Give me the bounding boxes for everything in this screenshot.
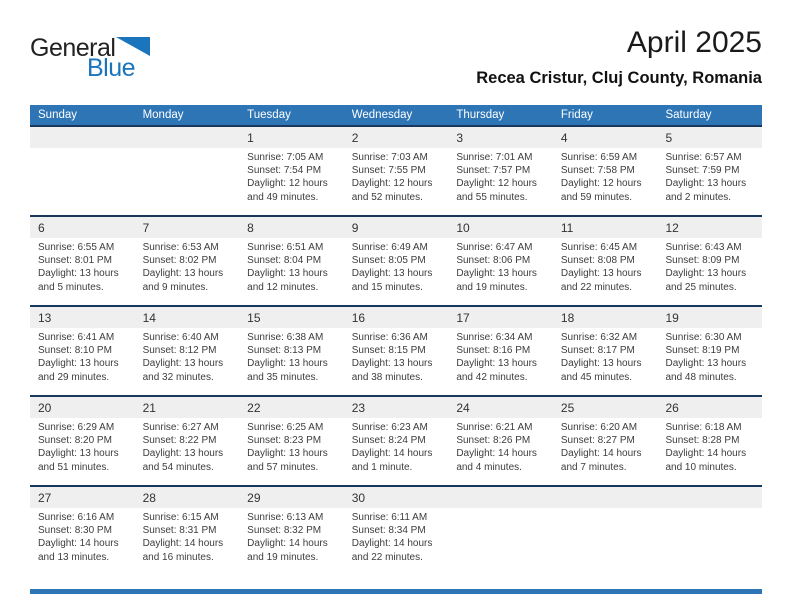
cell-line: Daylight: 12 hours	[351, 178, 433, 190]
day-number-band	[657, 127, 762, 148]
cell-line: and 54 minutes.	[142, 461, 214, 473]
day-cell	[239, 487, 344, 575]
cell-line: Daylight: 13 hours	[456, 358, 537, 370]
day-number-band	[344, 307, 449, 328]
day-number-band	[448, 487, 553, 508]
cell-line: Daylight: 14 hours	[351, 538, 433, 550]
cell-line: and 42 minutes.	[456, 371, 528, 383]
day-number-band	[657, 307, 762, 328]
day-number-band	[553, 307, 658, 328]
cell-line: Sunset: 8:05 PM	[351, 255, 426, 267]
cell-line: Daylight: 13 hours	[456, 268, 537, 280]
day-number-band	[30, 487, 135, 508]
day-cell-content	[30, 508, 135, 575]
cell-line: Sunrise: 6:16 AM	[38, 512, 115, 523]
day-number: 22	[247, 400, 261, 415]
cell-line: Daylight: 13 hours	[247, 448, 328, 460]
day-number-band	[239, 217, 344, 238]
cell-line: Sunset: 8:27 PM	[560, 435, 635, 447]
cell-line: Daylight: 14 hours	[560, 448, 642, 460]
day-cell	[657, 397, 762, 485]
day-cell-content	[553, 418, 658, 485]
cell-line: Sunset: 7:54 PM	[247, 165, 322, 177]
cell-line: Sunrise: 6:38 AM	[247, 332, 324, 343]
cell-line: Sunrise: 6:49 AM	[351, 242, 428, 253]
day-cell	[553, 397, 658, 485]
cell-line: Sunset: 8:02 PM	[142, 255, 217, 267]
cell-line: Sunrise: 6:20 AM	[560, 422, 638, 433]
day-cell-content	[553, 508, 658, 575]
cell-line: Sunset: 7:57 PM	[456, 165, 531, 177]
cell-line: Sunset: 8:20 PM	[38, 435, 112, 447]
cell-line: and 32 minutes.	[142, 371, 214, 383]
day-number-band	[344, 217, 449, 238]
cell-line: and 57 minutes.	[247, 461, 319, 473]
cell-line: Sunrise: 6:29 AM	[38, 422, 115, 433]
day-cell	[344, 307, 449, 395]
day-cell	[239, 397, 344, 485]
day-number: 11	[560, 220, 574, 235]
logo-text-blue: Blue	[87, 54, 136, 82]
day-number-band	[657, 487, 762, 508]
day-cell-content	[448, 238, 553, 305]
cell-line: and 1 minute.	[351, 461, 413, 473]
cell-line: and 49 minutes.	[247, 191, 319, 203]
weekday-header-wednesday: Wednesday	[351, 109, 413, 121]
cell-line: Sunset: 8:01 PM	[38, 255, 112, 267]
cell-line: Sunset: 8:34 PM	[351, 525, 426, 537]
day-cell	[30, 487, 135, 575]
day-number-band	[239, 397, 344, 418]
cell-line: Sunrise: 7:05 AM	[247, 152, 324, 163]
day-cell	[657, 127, 762, 215]
cell-line: and 9 minutes.	[142, 281, 209, 293]
day-cell-content	[553, 148, 658, 215]
cell-line: Sunset: 8:23 PM	[247, 435, 322, 447]
day-cell-content	[135, 328, 240, 395]
empty-day-cell	[135, 127, 240, 215]
cell-line: Sunrise: 7:01 AM	[456, 152, 533, 163]
page-header	[30, 0, 762, 105]
day-cell	[344, 127, 449, 215]
cell-line: Daylight: 14 hours	[38, 538, 119, 550]
day-number: 1	[247, 130, 254, 145]
empty-day-cell	[448, 487, 553, 575]
weekday-header-sunday: Sunday	[38, 109, 78, 121]
day-number: 6	[38, 220, 45, 235]
cell-line: Daylight: 13 hours	[665, 358, 747, 370]
day-number: 23	[351, 400, 366, 415]
day-number-band	[657, 397, 762, 418]
day-cell-content	[448, 418, 553, 485]
cell-line: Sunrise: 6:21 AM	[456, 422, 533, 433]
day-number: 9	[351, 220, 359, 235]
day-cell-content	[344, 418, 449, 485]
cell-line: and 15 minutes.	[351, 281, 423, 293]
day-number-band	[30, 307, 135, 328]
cell-line: and 4 minutes.	[456, 461, 522, 473]
weekday-header-thursday: Thursday	[456, 109, 505, 121]
cell-line: Sunset: 8:31 PM	[142, 525, 217, 537]
cell-line: Daylight: 13 hours	[665, 268, 747, 280]
cell-line: Sunrise: 6:45 AM	[560, 242, 638, 253]
day-cell-content	[448, 148, 553, 215]
weekday-header-saturday: Saturday	[665, 109, 712, 121]
cell-line: Sunrise: 6:27 AM	[142, 422, 219, 433]
cell-line: and 25 minutes.	[665, 281, 737, 293]
day-cell-content	[239, 238, 344, 305]
day-cell-content	[135, 508, 240, 575]
day-cell	[448, 217, 553, 305]
cell-line: Daylight: 14 hours	[247, 538, 328, 550]
cell-line: Daylight: 12 hours	[456, 178, 537, 190]
cell-line: and 19 minutes.	[247, 551, 319, 563]
cell-line: and 35 minutes.	[247, 371, 319, 383]
day-cell-content	[239, 328, 344, 395]
day-cell	[448, 307, 553, 395]
cell-line: Sunrise: 6:55 AM	[38, 242, 115, 253]
day-number-band	[135, 397, 240, 418]
cell-line: Daylight: 14 hours	[665, 448, 747, 460]
cell-line: Sunrise: 6:36 AM	[351, 332, 428, 343]
cell-line: Sunset: 8:30 PM	[38, 525, 112, 537]
day-number-band	[344, 397, 449, 418]
cell-line: Sunset: 8:08 PM	[560, 255, 635, 267]
day-number: 3	[456, 130, 463, 145]
cell-line: Daylight: 12 hours	[247, 178, 328, 190]
cell-line: Daylight: 13 hours	[247, 358, 328, 370]
cell-line: Sunset: 8:10 PM	[38, 345, 112, 357]
calendar-week-row	[30, 125, 762, 215]
day-number: 17	[456, 310, 470, 325]
day-number-band	[239, 487, 344, 508]
cell-line: Sunrise: 6:43 AM	[665, 242, 742, 253]
day-cell-content	[239, 418, 344, 485]
cell-line: Sunrise: 6:15 AM	[142, 512, 219, 523]
day-cell	[344, 217, 449, 305]
day-cell-content	[30, 148, 135, 215]
day-cell-content	[135, 148, 240, 215]
cell-line: Sunrise: 6:41 AM	[38, 332, 115, 343]
day-number: 30	[351, 490, 366, 505]
day-cell	[135, 217, 240, 305]
cell-line: Sunset: 8:13 PM	[247, 345, 322, 357]
calendar-week-row	[30, 485, 762, 575]
day-number-band	[239, 127, 344, 148]
day-number: 19	[665, 310, 679, 325]
cell-line: Sunrise: 6:13 AM	[247, 512, 324, 523]
day-cell	[344, 487, 449, 575]
day-number: 5	[665, 130, 673, 145]
day-number: 15	[247, 310, 261, 325]
day-number-band	[30, 127, 135, 148]
cell-line: Sunset: 8:24 PM	[351, 435, 426, 447]
day-cell	[448, 127, 553, 215]
day-number-band	[30, 217, 135, 238]
day-cell-content	[553, 238, 658, 305]
cell-line: Daylight: 13 hours	[38, 268, 119, 280]
cell-line: and 38 minutes.	[351, 371, 423, 383]
day-cell	[135, 487, 240, 575]
cell-line: and 45 minutes.	[560, 371, 633, 383]
day-number: 16	[351, 310, 366, 325]
location-subtitle: Recea Cristur, Cluj County, Romania	[476, 69, 762, 87]
day-cell	[135, 307, 240, 395]
calendar-week-row	[30, 305, 762, 395]
weekday-header-row	[30, 105, 762, 125]
day-number-band	[448, 217, 553, 238]
day-cell-content	[657, 238, 762, 305]
cell-line: Daylight: 14 hours	[456, 448, 537, 460]
day-cell	[553, 127, 658, 215]
day-number: 8	[247, 220, 254, 235]
cell-line: Sunrise: 6:40 AM	[142, 332, 219, 343]
cell-line: Sunrise: 6:18 AM	[665, 422, 742, 433]
cell-line: Daylight: 13 hours	[351, 268, 433, 280]
day-cell-content	[344, 328, 449, 395]
cell-line: and 48 minutes.	[665, 371, 737, 383]
day-number: 21	[142, 400, 156, 415]
day-cell-content	[657, 148, 762, 215]
day-cell-content	[344, 148, 449, 215]
day-cell-content	[239, 508, 344, 575]
cell-line: Sunset: 8:17 PM	[560, 345, 635, 357]
day-number: 14	[142, 310, 156, 325]
day-number: 2	[351, 130, 359, 145]
cell-line: and 52 minutes.	[351, 191, 423, 203]
day-cell-content	[448, 328, 553, 395]
cell-line: and 7 minutes.	[560, 461, 627, 473]
day-cell	[239, 127, 344, 215]
day-number-band	[448, 397, 553, 418]
day-cell-content	[344, 238, 449, 305]
cell-line: Daylight: 13 hours	[560, 358, 642, 370]
cell-line: Sunset: 8:28 PM	[665, 435, 740, 447]
cell-line: Daylight: 13 hours	[38, 358, 119, 370]
day-cell-content	[135, 238, 240, 305]
cell-line: Daylight: 13 hours	[247, 268, 328, 280]
empty-day-cell	[657, 487, 762, 575]
day-number-band	[448, 307, 553, 328]
day-cell	[553, 307, 658, 395]
day-number: 7	[142, 220, 150, 235]
calendar-week-row	[30, 215, 762, 305]
day-cell	[657, 217, 762, 305]
day-number: 27	[38, 490, 52, 505]
cell-line: Daylight: 14 hours	[142, 538, 224, 550]
cell-line: Sunset: 8:09 PM	[665, 255, 740, 267]
day-number: 12	[665, 220, 679, 235]
day-number-band	[448, 127, 553, 148]
day-number: 28	[142, 490, 156, 505]
cell-line: and 55 minutes.	[456, 191, 528, 203]
cell-line: and 19 minutes.	[456, 281, 528, 293]
day-cell	[135, 397, 240, 485]
cell-line: Daylight: 14 hours	[351, 448, 433, 460]
general-blue-logo	[30, 36, 150, 81]
cell-line: Sunset: 8:06 PM	[456, 255, 531, 267]
cell-line: Sunrise: 7:03 AM	[351, 152, 428, 163]
cell-line: Sunset: 8:04 PM	[247, 255, 322, 267]
cell-line: Sunset: 8:19 PM	[665, 345, 740, 357]
day-cell-content	[657, 418, 762, 485]
day-number-band	[553, 217, 658, 238]
cell-line: Daylight: 13 hours	[142, 448, 224, 460]
cell-line: Sunrise: 6:57 AM	[665, 152, 742, 163]
cell-line: and 5 minutes.	[38, 281, 104, 293]
day-number-band	[553, 127, 658, 148]
day-number-band	[135, 217, 240, 238]
day-cell-content	[30, 238, 135, 305]
cell-line: Sunrise: 6:59 AM	[560, 152, 638, 163]
cell-line: Daylight: 13 hours	[38, 448, 119, 460]
day-number-band	[135, 127, 240, 148]
logo-text-general: General	[30, 34, 116, 62]
empty-day-cell	[30, 127, 135, 215]
day-number: 24	[456, 400, 470, 415]
day-cell-content	[30, 418, 135, 485]
empty-day-cell	[553, 487, 658, 575]
cell-line: Sunset: 8:22 PM	[142, 435, 217, 447]
cell-line: Sunset: 8:12 PM	[142, 345, 217, 357]
day-cell	[657, 307, 762, 395]
day-cell	[553, 217, 658, 305]
cell-line: Sunrise: 6:30 AM	[665, 332, 742, 343]
day-cell-content	[344, 508, 449, 575]
cell-line: and 59 minutes.	[560, 191, 633, 203]
day-number: 26	[665, 400, 679, 415]
cell-line: and 2 minutes.	[665, 191, 732, 203]
day-number-band	[135, 307, 240, 328]
cell-line: Sunrise: 6:47 AM	[456, 242, 533, 253]
cell-line: Daylight: 12 hours	[560, 178, 642, 190]
calendar-week-row	[30, 395, 762, 485]
day-number: 29	[247, 490, 261, 505]
day-cell	[448, 397, 553, 485]
cell-line: Daylight: 13 hours	[351, 358, 433, 370]
cell-line: and 10 minutes.	[665, 461, 737, 473]
cell-line: Sunrise: 6:32 AM	[560, 332, 638, 343]
day-number-band	[239, 307, 344, 328]
weeks-container	[30, 125, 762, 575]
day-number: 18	[560, 310, 575, 325]
day-cell-content	[448, 508, 553, 575]
cell-line: and 29 minutes.	[38, 371, 110, 383]
cell-line: and 12 minutes.	[247, 281, 319, 293]
cell-line: Daylight: 13 hours	[142, 268, 224, 280]
cell-line: Sunrise: 6:34 AM	[456, 332, 533, 343]
cell-line: Sunrise: 6:11 AM	[351, 512, 428, 523]
cell-line: Sunset: 8:32 PM	[247, 525, 322, 537]
title-block	[476, 26, 762, 88]
cell-line: Sunset: 7:55 PM	[351, 165, 426, 177]
day-cell	[239, 307, 344, 395]
day-number-band	[344, 127, 449, 148]
cell-line: and 13 minutes.	[38, 551, 110, 563]
cell-line: Daylight: 13 hours	[142, 358, 224, 370]
footer-bar	[30, 589, 762, 594]
day-cell-content	[239, 148, 344, 215]
cell-line: Sunset: 8:15 PM	[351, 345, 426, 357]
day-number: 25	[560, 400, 575, 415]
cell-line: Daylight: 13 hours	[560, 268, 642, 280]
cell-line: Sunset: 7:58 PM	[560, 165, 635, 177]
day-number-band	[344, 487, 449, 508]
day-cell-content	[553, 328, 658, 395]
cell-line: Sunrise: 6:53 AM	[142, 242, 219, 253]
day-number: 10	[456, 220, 470, 235]
day-cell-content	[657, 328, 762, 395]
day-number-band	[553, 397, 658, 418]
cell-line: Sunset: 8:26 PM	[456, 435, 531, 447]
day-number: 20	[38, 400, 52, 415]
day-cell	[239, 217, 344, 305]
calendar-table	[30, 105, 762, 575]
day-number-band	[657, 217, 762, 238]
weekday-header-monday: Monday	[142, 109, 184, 121]
cell-line: Sunset: 7:59 PM	[665, 165, 740, 177]
day-number-band	[135, 487, 240, 508]
cell-line: Daylight: 13 hours	[665, 178, 747, 190]
day-cell	[30, 307, 135, 395]
page-title: April 2025	[626, 26, 762, 59]
cell-line: Sunrise: 6:25 AM	[247, 422, 324, 433]
cell-line: Sunrise: 6:51 AM	[247, 242, 324, 253]
day-cell	[30, 217, 135, 305]
cell-line: and 22 minutes.	[560, 281, 633, 293]
day-cell	[30, 397, 135, 485]
day-number: 4	[560, 130, 568, 145]
day-number-band	[30, 397, 135, 418]
cell-line: and 51 minutes.	[38, 461, 110, 473]
day-cell-content	[135, 418, 240, 485]
weekday-header-friday: Friday	[560, 109, 593, 121]
weekday-header-tuesday: Tuesday	[247, 109, 291, 121]
day-number-band	[553, 487, 658, 508]
day-number: 13	[38, 310, 52, 325]
cell-line: Sunset: 8:16 PM	[456, 345, 531, 357]
cell-line: and 16 minutes.	[142, 551, 214, 563]
day-cell-content	[657, 508, 762, 575]
day-cell-content	[30, 328, 135, 395]
cell-line: Sunrise: 6:23 AM	[351, 422, 428, 433]
cell-line: and 22 minutes.	[351, 551, 423, 563]
day-cell	[344, 397, 449, 485]
